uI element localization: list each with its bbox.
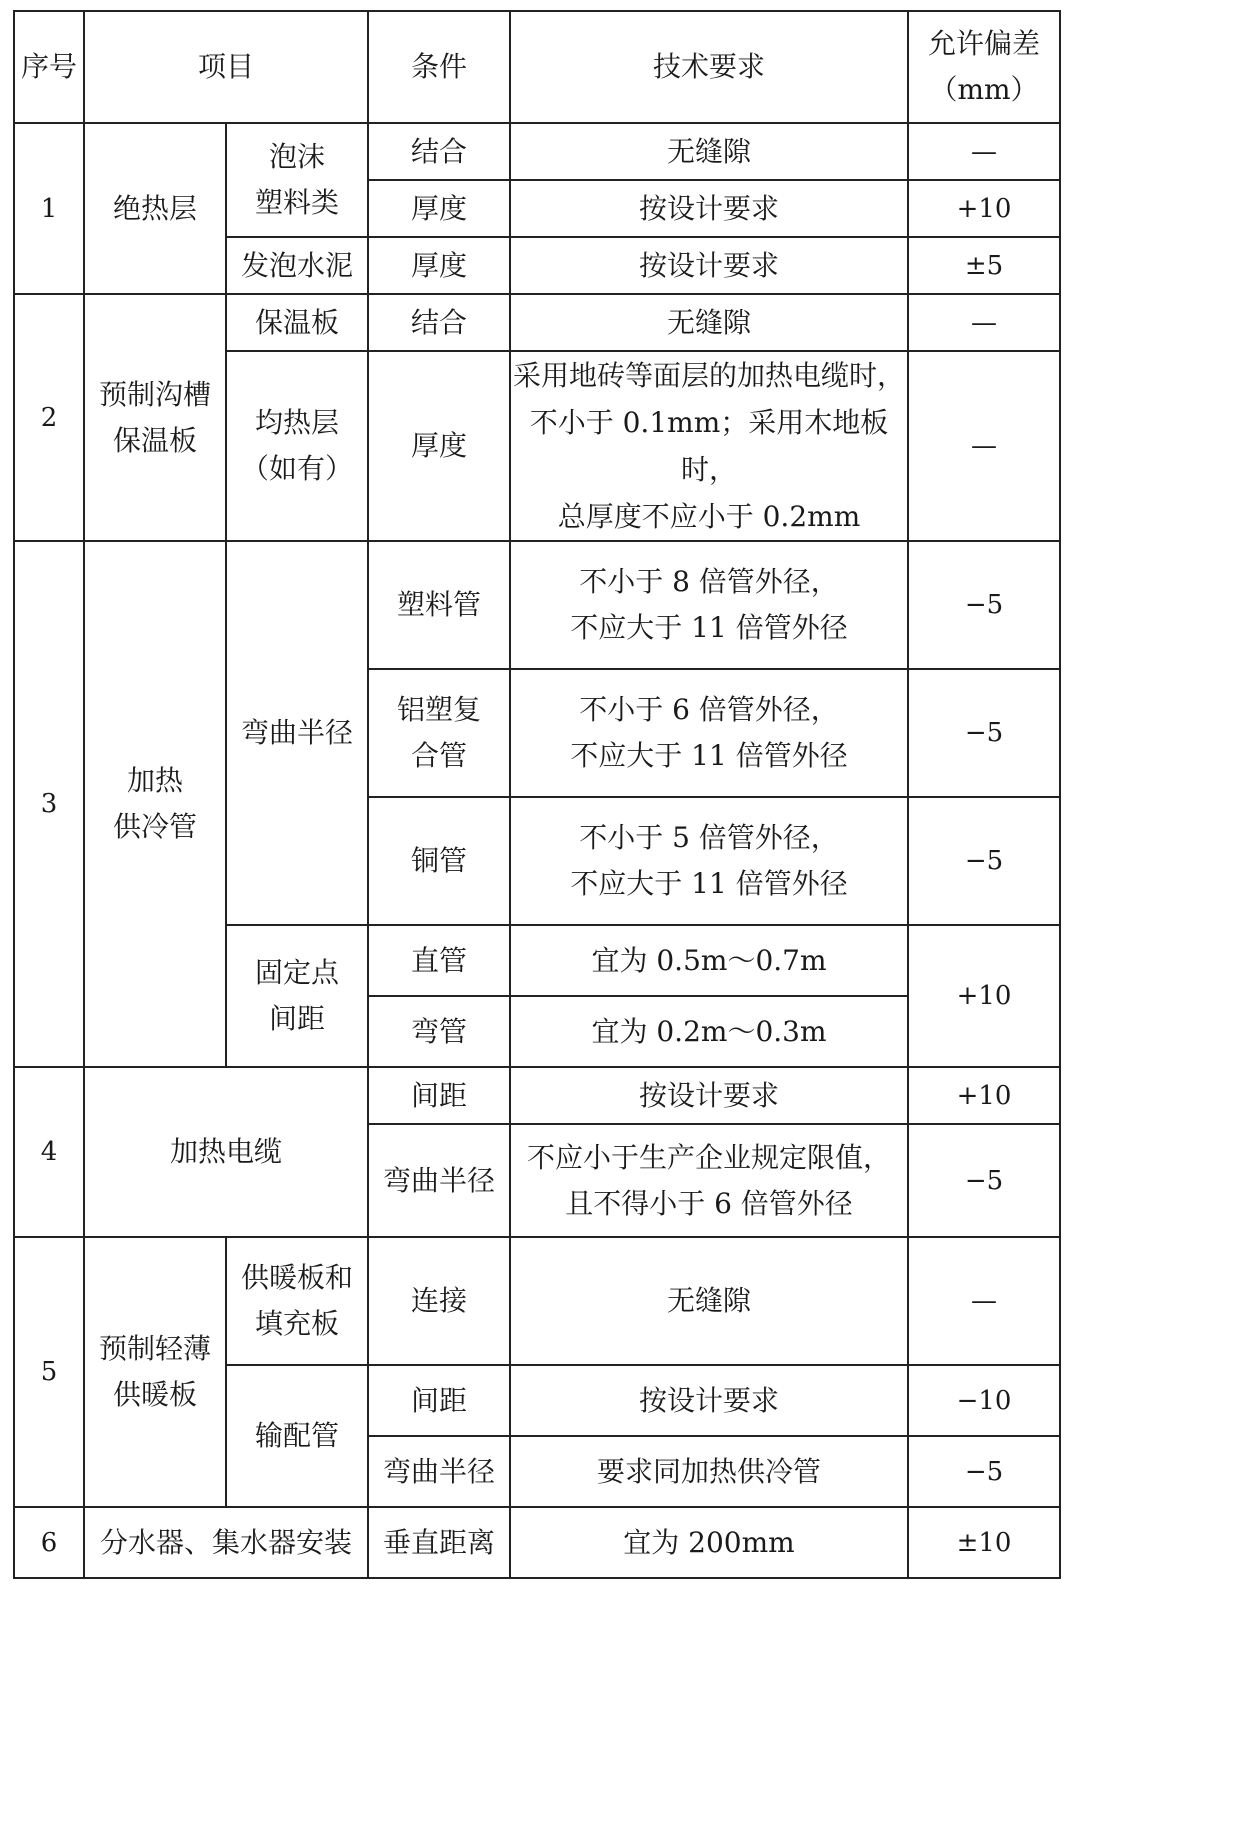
row-condition: 间距 xyxy=(368,1365,510,1436)
tolerance-table xyxy=(13,10,1061,1579)
row-requirement: 采用地砖等面层的加热电缆时， 不小于 0.1mm；采用木地板时， 总厚度不应小于 0.2mm xyxy=(510,351,908,541)
table-row xyxy=(14,1237,1060,1365)
row-tolerance: −5 xyxy=(908,1436,1060,1507)
row-seq: 2 xyxy=(14,294,84,541)
row-seq: 6 xyxy=(14,1507,84,1578)
row-item: 分水器、集水器安装 xyxy=(84,1507,368,1578)
table-row xyxy=(14,123,1060,180)
row-requirement: 按设计要求 xyxy=(510,180,908,237)
row-tolerance: +10 xyxy=(908,180,1060,237)
row-subitem: 均热层 （如有） xyxy=(226,351,368,541)
row-condition: 间距 xyxy=(368,1067,510,1124)
row-item: 绝热层 xyxy=(84,123,226,294)
row-tolerance: −5 xyxy=(908,541,1060,669)
row-subitem: 供暖板和 填充板 xyxy=(226,1237,368,1365)
row-requirement: 宜为 0.2m～0.3m xyxy=(510,996,908,1067)
row-tolerance: +10 xyxy=(908,1067,1060,1124)
row-subitem: 泡沫 塑料类 xyxy=(226,123,368,237)
row-condition: 直管 xyxy=(368,925,510,996)
row-requirement: 宜为 0.5m～0.7m xyxy=(510,925,908,996)
row-requirement: 无缝隙 xyxy=(510,294,908,351)
row-subitem: 固定点 间距 xyxy=(226,925,368,1067)
row-condition: 弯曲半径 xyxy=(368,1436,510,1507)
row-seq: 5 xyxy=(14,1237,84,1507)
header-seq: 序号 xyxy=(14,11,84,123)
row-tolerance: −5 xyxy=(908,1124,1060,1237)
row-condition: 塑料管 xyxy=(368,541,510,669)
row-condition: 弯曲半径 xyxy=(368,1124,510,1237)
table-row xyxy=(14,541,1060,669)
row-item: 加热电缆 xyxy=(84,1067,368,1237)
row-condition: 铝塑复 合管 xyxy=(368,669,510,797)
row-condition: 垂直距离 xyxy=(368,1507,510,1578)
row-tolerance: ±5 xyxy=(908,237,1060,294)
row-condition: 结合 xyxy=(368,294,510,351)
row-condition: 结合 xyxy=(368,123,510,180)
row-tolerance: — xyxy=(908,1237,1060,1365)
row-requirement: 按设计要求 xyxy=(510,237,908,294)
header-requirement: 技术要求 xyxy=(510,11,908,123)
row-condition: 厚度 xyxy=(368,180,510,237)
row-tolerance: ±10 xyxy=(908,1507,1060,1578)
row-seq: 3 xyxy=(14,541,84,1067)
row-subitem: 输配管 xyxy=(226,1365,368,1507)
row-tolerance: — xyxy=(908,351,1060,541)
row-requirement: 按设计要求 xyxy=(510,1067,908,1124)
row-requirement: 不小于 5 倍管外径， 不应大于 11 倍管外径 xyxy=(510,797,908,925)
row-requirement: 无缝隙 xyxy=(510,1237,908,1365)
header-row xyxy=(14,11,1060,123)
row-subitem: 保温板 xyxy=(226,294,368,351)
header-item: 项目 xyxy=(84,11,368,123)
row-condition: 弯管 xyxy=(368,996,510,1067)
row-requirement: 要求同加热供冷管 xyxy=(510,1436,908,1507)
row-tolerance: +10 xyxy=(908,925,1060,1067)
row-tolerance: — xyxy=(908,294,1060,351)
row-condition: 厚度 xyxy=(368,351,510,541)
table-row xyxy=(14,1507,1060,1578)
row-item: 加热 供冷管 xyxy=(84,541,226,1067)
row-tolerance: −5 xyxy=(908,669,1060,797)
header-tolerance: 允许偏差 （mm） xyxy=(908,11,1060,123)
row-requirement: 无缝隙 xyxy=(510,123,908,180)
row-condition: 铜管 xyxy=(368,797,510,925)
row-requirement: 不小于 6 倍管外径， 不应大于 11 倍管外径 xyxy=(510,669,908,797)
header-condition: 条件 xyxy=(368,11,510,123)
row-requirement: 按设计要求 xyxy=(510,1365,908,1436)
row-item: 预制轻薄 供暖板 xyxy=(84,1237,226,1507)
row-tolerance: −10 xyxy=(908,1365,1060,1436)
table-row xyxy=(14,1067,1060,1124)
row-tolerance: −5 xyxy=(908,797,1060,925)
row-condition: 连接 xyxy=(368,1237,510,1365)
table-row xyxy=(14,294,1060,351)
row-item: 预制沟槽 保温板 xyxy=(84,294,226,541)
row-requirement: 不应小于生产企业规定限值， 且不得小于 6 倍管外径 xyxy=(510,1124,908,1237)
row-seq: 4 xyxy=(14,1067,84,1237)
row-condition: 厚度 xyxy=(368,237,510,294)
row-subitem: 弯曲半径 xyxy=(226,541,368,925)
row-requirement: 不小于 8 倍管外径， 不应大于 11 倍管外径 xyxy=(510,541,908,669)
row-requirement: 宜为 200mm xyxy=(510,1507,908,1578)
row-tolerance: — xyxy=(908,123,1060,180)
row-subitem: 发泡水泥 xyxy=(226,237,368,294)
row-seq: 1 xyxy=(14,123,84,294)
